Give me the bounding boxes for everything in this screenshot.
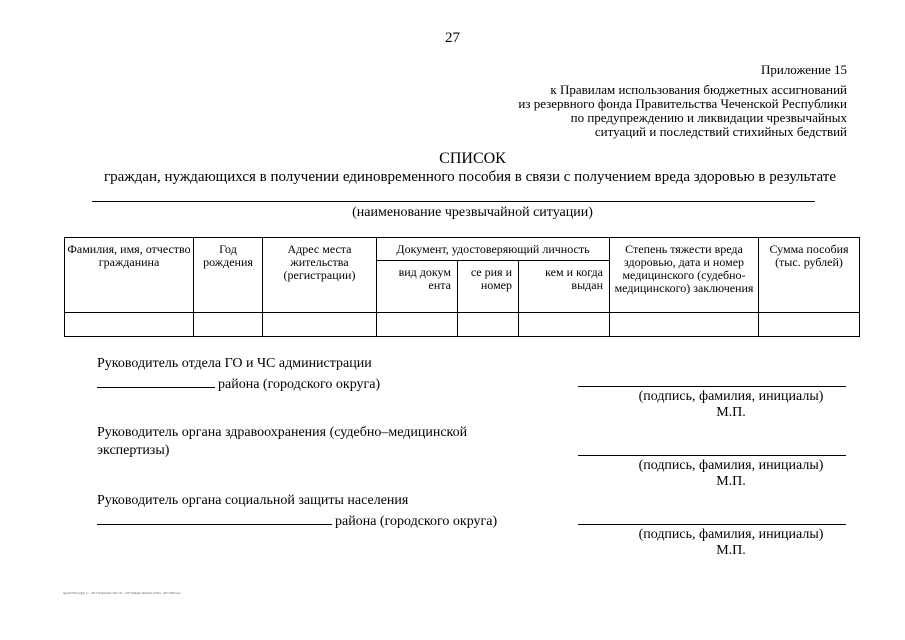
header-year: Год рождения xyxy=(194,238,263,313)
citizens-table xyxy=(64,237,860,337)
table-cell xyxy=(610,313,759,337)
subheader-series: се рия и номер xyxy=(458,261,519,313)
signature-title-cont: экспертизы) xyxy=(97,443,170,458)
signature-title: Руководитель органа здравоохранения (судебно–медицинской xyxy=(97,425,468,440)
signature-line xyxy=(578,386,846,387)
header-amount: Сумма пособия (тыс. рублей) xyxy=(759,238,860,313)
appendix-line: по предупреждению и ликвидации чрезвычайных xyxy=(570,110,847,125)
table-cell xyxy=(759,313,860,337)
header-severity: Степень тяжести вреда здоровью, дата и номер медицинского (судебно-медицинского) заключения xyxy=(610,238,759,313)
stamp-label: М.П. xyxy=(716,474,746,489)
appendix-line: к Правилам использования бюджетных ассигнований xyxy=(550,82,847,97)
subheader-doc-type: вид докум ента xyxy=(377,261,458,313)
appendix-title: Приложение 15 xyxy=(760,62,847,77)
table-cell xyxy=(194,313,263,337)
table-cell xyxy=(458,313,519,337)
signature-block-go xyxy=(97,355,380,394)
signature-line xyxy=(578,455,846,456)
table-cell xyxy=(65,313,194,337)
header-document: Документ, удостоверяющий личность xyxy=(377,238,610,261)
stamp-label: М.П. xyxy=(716,543,746,558)
signature-block-health xyxy=(97,424,467,460)
signature-label: (подпись, фамилия, инициалы) xyxy=(638,389,824,404)
header-name: Фамилия, имя, отчество гражданина xyxy=(65,238,194,313)
subheader-issued: кем и когда выдан xyxy=(519,261,610,313)
signature-label: (подпись, фамилия, инициалы) xyxy=(638,527,824,542)
table-cell xyxy=(263,313,377,337)
table-cell xyxy=(519,313,610,337)
district-blank-line xyxy=(97,510,332,525)
appendix-line: из резервного фонда Правительства Чеченской Республики xyxy=(518,96,847,111)
stamp-label: М.П. xyxy=(716,405,746,420)
appendix-block xyxy=(518,63,847,139)
emergency-caption: (наименование чрезвычайной ситуации) xyxy=(352,205,593,220)
document-subtitle: граждан, нуждающихся в получении единовременного пособия в связи с получением вреда здоровью в результате xyxy=(104,169,837,185)
footer-file-mark: lgprlsl 0792 (2)(2).cc - 2013 Veshfodetoo/6h/c 67 - 1M Vishiphy Dpmtrhs (1295) - 497 a3932.doc xyxy=(63,591,181,595)
page-number: 27 xyxy=(445,30,460,46)
signature-title: Руководитель органа социальной защиты населения xyxy=(97,493,409,508)
table-cell xyxy=(377,313,458,337)
signature-title: Руководитель отдела ГО и ЧС администрации xyxy=(97,356,372,371)
emergency-name-line xyxy=(92,201,815,202)
district-blank-line xyxy=(97,373,215,388)
header-address: Адрес места жительства (регистрации) xyxy=(263,238,377,313)
signature-line xyxy=(578,524,846,525)
signature-block-social xyxy=(97,492,497,531)
signature-title-cont: района (городского округа) xyxy=(335,514,498,529)
signature-label: (подпись, фамилия, инициалы) xyxy=(638,458,824,473)
appendix-line: ситуаций и последствий стихийных бедствий xyxy=(594,124,847,139)
document-title: СПИСОК xyxy=(439,150,506,167)
signature-title-cont: района (городского округа) xyxy=(218,377,381,392)
